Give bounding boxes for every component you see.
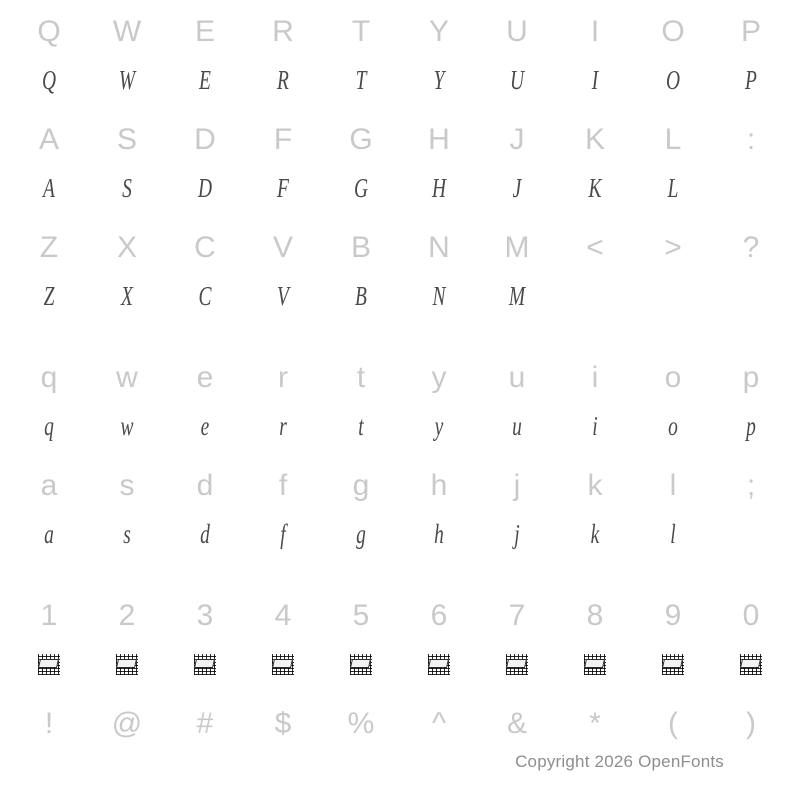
reference-row	[0, 222, 800, 274]
reference-glyph: !	[44, 707, 54, 740]
sample-glyph	[723, 750, 779, 794]
reference-glyph: w	[116, 361, 138, 394]
reference-glyph: N	[428, 231, 450, 264]
sample-glyph: L	[667, 173, 679, 203]
reference-glyph: s	[119, 469, 135, 502]
sample-row	[0, 404, 800, 448]
sample-glyph: t	[358, 411, 364, 441]
sample-glyph: s	[123, 519, 131, 549]
sample-glyph: J	[512, 173, 522, 203]
sample-glyph: o	[668, 411, 678, 441]
reference-glyph: ;	[746, 469, 756, 502]
reference-glyph: f	[278, 469, 288, 502]
reference-glyph: C	[194, 231, 216, 264]
sample-glyph: i	[592, 411, 598, 441]
sample-glyph: k	[590, 519, 600, 549]
reference-glyph: S	[116, 123, 137, 156]
reference-row	[0, 460, 800, 512]
sample-glyph: p	[746, 411, 756, 441]
sample-glyph: r	[279, 411, 287, 441]
reference-glyph: &	[506, 707, 527, 740]
reference-glyph: H	[428, 123, 450, 156]
reference-glyph: 1	[40, 599, 58, 632]
sample-glyph: A	[43, 173, 55, 203]
reference-glyph: #	[196, 707, 214, 740]
sample-glyph: N	[432, 281, 446, 311]
reference-row	[0, 114, 800, 166]
reference-glyph: $	[274, 707, 292, 740]
glyph-block-uppercase-3	[0, 210, 800, 318]
reference-glyph: A	[38, 123, 59, 156]
reference-glyph: D	[194, 123, 216, 156]
sample-glyph	[333, 750, 389, 794]
reference-glyph: <	[586, 231, 604, 264]
sample-glyph	[411, 750, 467, 794]
reference-glyph: d	[196, 469, 214, 502]
sample-glyph: X	[121, 281, 133, 311]
sample-glyph: T	[355, 65, 367, 95]
sample-glyph	[255, 750, 311, 794]
sample-glyph: F	[277, 173, 289, 203]
sample-glyph: E	[199, 65, 211, 95]
reference-glyph: 5	[352, 599, 370, 632]
sample-glyph	[723, 512, 779, 556]
sample-glyph: e	[200, 411, 210, 441]
reference-glyph: l	[669, 469, 677, 502]
reference-glyph: >	[664, 231, 682, 264]
reference-glyph: r	[278, 361, 288, 394]
reference-glyph: J	[509, 123, 525, 156]
reference-glyph: u	[508, 361, 526, 394]
reference-glyph: K	[584, 123, 605, 156]
reference-glyph: Z	[39, 231, 59, 264]
sample-glyph: B	[355, 281, 367, 311]
reference-glyph: G	[349, 123, 373, 156]
sample-glyph: Q	[41, 65, 57, 95]
sample-glyph	[723, 274, 779, 318]
sample-glyph: h	[434, 519, 444, 549]
sample-row	[0, 642, 800, 686]
glyph-block-uppercase-2	[0, 102, 800, 210]
missing-glyph-box	[478, 642, 556, 686]
sample-glyph	[177, 750, 233, 794]
reference-glyph: i	[591, 361, 599, 394]
sample-glyph: O	[665, 65, 681, 95]
sample-glyph: S	[122, 173, 132, 203]
sample-glyph: R	[277, 65, 289, 95]
reference-glyph: W	[112, 15, 142, 48]
glyph-block-digits	[0, 556, 800, 686]
reference-glyph: V	[272, 231, 293, 264]
sample-glyph: D	[197, 173, 213, 203]
reference-row	[0, 698, 800, 750]
sample-glyph	[567, 274, 623, 318]
reference-glyph: 9	[664, 599, 682, 632]
sample-glyph: d	[200, 519, 210, 549]
reference-glyph: 4	[274, 599, 292, 632]
reference-glyph: O	[661, 15, 685, 48]
reference-glyph: j	[513, 469, 521, 502]
sample-glyph: P	[745, 65, 757, 95]
sample-row	[0, 512, 800, 556]
reference-glyph: 2	[118, 599, 136, 632]
sample-glyph	[723, 166, 779, 210]
sample-glyph	[21, 750, 77, 794]
reference-row	[0, 6, 800, 58]
missing-glyph-box	[400, 642, 478, 686]
reference-glyph: 7	[508, 599, 526, 632]
reference-glyph: ?	[742, 231, 760, 264]
missing-glyph-box	[634, 642, 712, 686]
reference-glyph: @	[111, 707, 143, 740]
reference-row	[0, 590, 800, 642]
sample-glyph: Z	[43, 281, 55, 311]
reference-glyph: 3	[196, 599, 214, 632]
missing-glyph-box	[322, 642, 400, 686]
reference-glyph: y	[431, 361, 447, 394]
sample-glyph: j	[514, 519, 520, 549]
reference-glyph: B	[350, 231, 371, 264]
missing-glyph-box	[88, 642, 166, 686]
sample-glyph: W	[118, 65, 136, 95]
missing-glyph-box	[712, 642, 790, 686]
glyph-block-lowercase-1	[0, 318, 800, 448]
sample-glyph: M	[508, 281, 526, 311]
reference-row	[0, 352, 800, 404]
sample-glyph: a	[44, 519, 54, 549]
reference-glyph: P	[740, 15, 761, 48]
reference-glyph: Y	[428, 15, 449, 48]
sample-glyph: w	[120, 411, 134, 441]
reference-glyph: ^	[431, 707, 447, 740]
reference-glyph: )	[746, 707, 756, 740]
missing-glyph-box	[166, 642, 244, 686]
sample-glyph: U	[509, 65, 525, 95]
reference-glyph: R	[272, 15, 294, 48]
copyright-notice: Copyright 2026 OpenFonts	[515, 752, 724, 771]
reference-glyph: 8	[586, 599, 604, 632]
sample-glyph: q	[44, 411, 54, 441]
sample-glyph: C	[198, 281, 212, 311]
reference-glyph: M	[504, 231, 530, 264]
sample-row	[0, 166, 800, 210]
sample-row	[0, 58, 800, 102]
reference-glyph: 6	[430, 599, 448, 632]
sample-glyph	[99, 750, 155, 794]
reference-glyph: k	[587, 469, 603, 502]
sample-glyph: H	[431, 173, 447, 203]
reference-glyph: %	[347, 707, 375, 740]
reference-glyph: X	[116, 231, 137, 264]
reference-glyph: (	[668, 707, 678, 740]
sample-glyph	[645, 274, 701, 318]
sample-row	[0, 274, 800, 318]
missing-glyph-box	[10, 642, 88, 686]
reference-glyph: L	[664, 123, 682, 156]
reference-glyph: q	[40, 361, 58, 394]
sample-glyph: K	[588, 173, 602, 203]
reference-glyph: T	[351, 15, 371, 48]
sample-glyph: u	[512, 411, 522, 441]
reference-glyph: o	[664, 361, 682, 394]
sample-glyph: Y	[433, 65, 445, 95]
sample-glyph: g	[356, 519, 366, 549]
reference-glyph: p	[742, 361, 760, 394]
missing-glyph-box	[244, 642, 322, 686]
reference-glyph: e	[196, 361, 214, 394]
reference-glyph: 0	[742, 599, 760, 632]
sample-glyph: f	[280, 519, 286, 549]
reference-glyph: t	[356, 361, 366, 394]
sample-glyph: I	[591, 65, 599, 95]
sample-glyph: G	[353, 173, 369, 203]
reference-glyph: *	[589, 707, 601, 740]
glyph-block-uppercase-1	[0, 0, 800, 102]
reference-glyph: E	[194, 15, 215, 48]
reference-glyph: a	[40, 469, 58, 502]
sample-glyph: y	[434, 411, 444, 441]
reference-glyph: :	[746, 123, 756, 156]
reference-glyph: g	[352, 469, 370, 502]
sample-glyph: l	[670, 519, 676, 549]
reference-glyph: I	[590, 15, 600, 48]
missing-glyph-box	[556, 642, 634, 686]
reference-glyph: Q	[37, 15, 61, 48]
reference-glyph: U	[506, 15, 528, 48]
reference-glyph: h	[430, 469, 448, 502]
sample-glyph: V	[277, 281, 289, 311]
glyph-block-lowercase-2	[0, 448, 800, 556]
reference-glyph: F	[273, 123, 293, 156]
glyph-block-symbols	[0, 686, 800, 794]
